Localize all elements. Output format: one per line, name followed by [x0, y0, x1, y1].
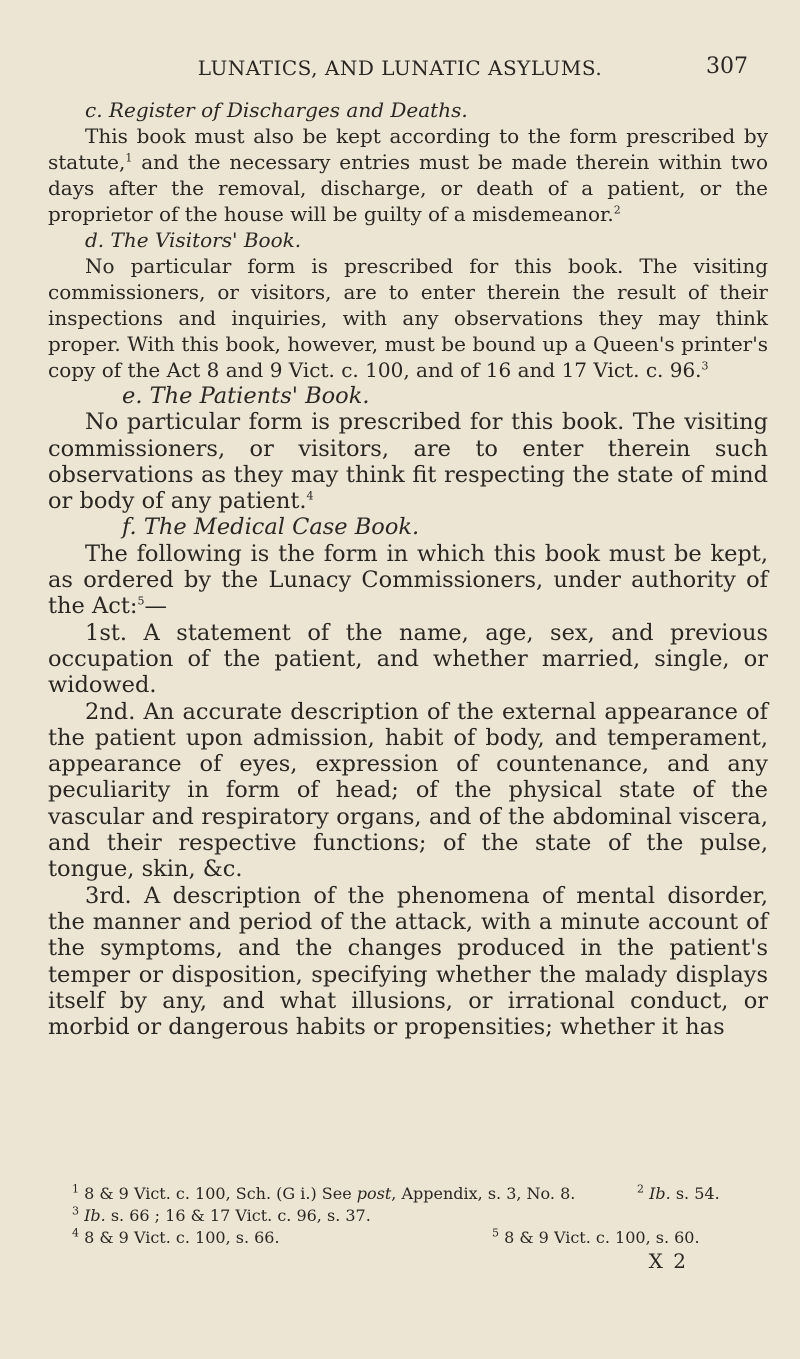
- footnotes: [72, 1183, 772, 1249]
- section-e-paragraph: No particular form is prescribed for this book. The visiting commissioners, or visitors, are to enter therein such observations as they may think fit respecting the state of mind or body of any patient.$^4$: [48, 409, 768, 515]
- signature-mark: X 2: [648, 1249, 688, 1273]
- footnote-ref-2: 2: [613, 203, 621, 217]
- footnote-4: $^4$ 8 & 9 Vict. c. 100, s. 66.: [72, 1226, 280, 1247]
- footnote-5: $^5$ 8 & 9 Vict. c. 100, s. 60.: [492, 1226, 700, 1247]
- large-type-block: [48, 383, 768, 1040]
- list-item-first: 1st. A statement of the name, age, sex, and previous occupation of the patient, and whether married, single, or widowed.: [48, 619, 768, 699]
- list-item-second: 2nd. An accurate description of the external appearance of the patient upon admission, habit of body, and temperament, appearance of eyes, expression of countenance, and any peculiarity in form of head; of the physical state of the vascular and respiratory organs, and of the abdominal viscera, and their respective functions; of the state of the pulse, tongue, skin, &c.: [48, 698, 768, 883]
- footnote-ref-4: 4: [306, 489, 314, 503]
- section-c-paragraph: This book must also be kept according to the form prescribed by statute,$^1$ and the necessary entries must be made therein within two days after the removal, discharge, or death of a patient, or the proprietor of the house will be guilty of a misdemeanor.$^2$: [48, 124, 768, 226]
- footnote-ref-1: 1: [125, 151, 133, 165]
- list-item-third: 3rd. A description of the phenomena of mental disorder, the manner and period of the attack, with a minute account of the symptoms, and the changes produced in the patient's temper or disposition, specifying whether the malady displays itself by any, and what illusions, or irrational conduct, or morbid or dangerous habits or propensities; whether it has: [48, 882, 768, 1041]
- footnote-3: $^3$ Ib. s. 66 ; 16 & 17 Vict. c. 96, s. 37.: [72, 1204, 371, 1225]
- footnote-row: [72, 1227, 772, 1249]
- footnote-ref-5: 5: [137, 594, 145, 608]
- footnote-2: $^2$ Ib. s. 54.: [637, 1182, 720, 1203]
- page-header: [0, 50, 800, 90]
- page-number: 307: [706, 54, 748, 79]
- case-book-list: [48, 620, 768, 1041]
- footnote-row: [72, 1183, 772, 1205]
- running-title: LUNATICS, AND LUNATIC ASYLUMS.: [197, 56, 603, 80]
- body-text: [48, 97, 768, 1040]
- footnote-row: [72, 1205, 772, 1227]
- footnote-ref-3: 3: [701, 359, 709, 373]
- section-d-heading: d. The Visitors' Book.: [85, 228, 302, 252]
- footnote-1: $^1$ 8 & 9 Vict. c. 100, Sch. (G i.) See post, Appendix, s. 3, No. 8.: [72, 1182, 576, 1203]
- section-e-heading: e. The Patients' Book.: [122, 383, 370, 409]
- section-d-paragraph: No particular form is prescribed for this book. The visiting commissioners, or visitors, are to enter therein the result of their inspections and inquiries, with any observations they may think proper. With this book, however, must be bound up a Queen's printer's copy of the Act 8 and 9 Vict. c. 100, and of 16 and 17 Vict. c. 96.$^3$: [48, 254, 768, 382]
- section-f-paragraph: The following is the form in which this book must be kept, as ordered by the Lunacy Commissioners, under authority of the Act:$^5$—: [48, 540, 768, 620]
- section-c-heading: c. Register of Discharges and Deaths.: [85, 98, 468, 122]
- section-f-heading: f. The Medical Case Book.: [122, 514, 420, 541]
